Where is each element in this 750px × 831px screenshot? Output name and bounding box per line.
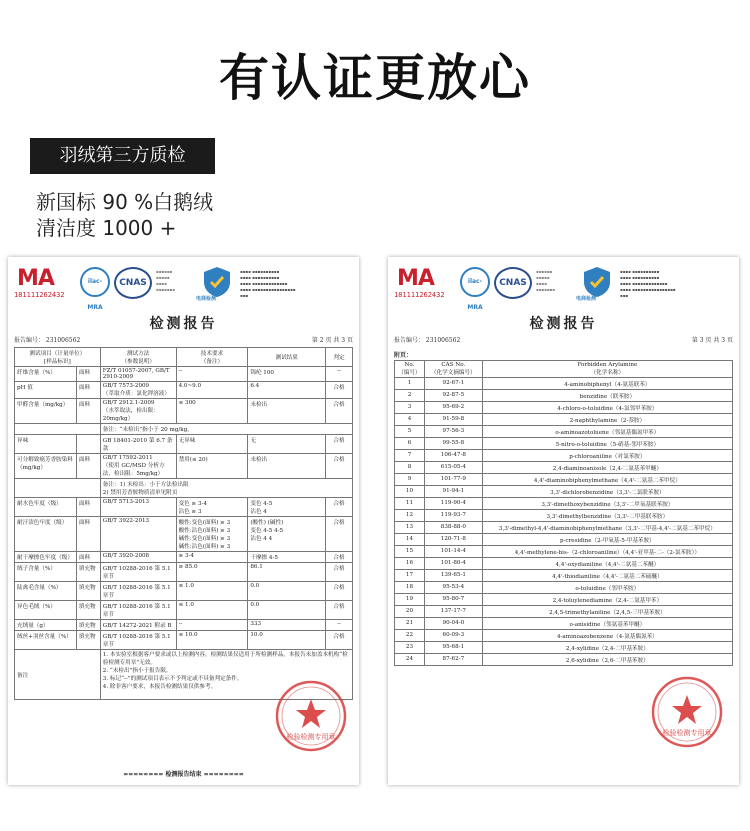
- name-cell: benzidine（联苯胺）: [482, 390, 732, 402]
- name-cell: 4,4'-methylene-bis-（2-chloroaniline）（4,4'-亚甲基-二-（2-氯苯胺））: [482, 546, 732, 558]
- sample-cell: 面料: [76, 367, 100, 382]
- sample-cell: 面料: [76, 382, 100, 399]
- method-cell: GB/T 14272-2021 附录 B: [100, 620, 176, 631]
- table-row: [15, 399, 353, 424]
- name-cell: 4-chloro-o-toluidine（4-氯邻甲苯胺）: [482, 402, 732, 414]
- table-row: [395, 570, 733, 582]
- no-cell: 5: [395, 426, 425, 438]
- item-cell: 绒丝+羽丝含量（%）: [15, 631, 77, 650]
- cas-cell: 95-69-2: [424, 402, 482, 414]
- cma-number: 181111262432: [14, 291, 65, 299]
- item-cell: 甲醛含量（mg/kg）: [15, 399, 77, 424]
- no-cell: 2: [395, 390, 425, 402]
- no-cell: 17: [395, 570, 425, 582]
- remarks-text: 1. 本实验室根据客户要求或以上检测内容，检测结果仅适用于所检测样品，本报告未加盖本机构“检验检测专用章”无效。 2. “未检出”指小于报告限。 3. 标记“--”的测试项目表示不予判定或不具备判定条件。 4. 除非客户要求，本报告检测结果仅供参考。: [100, 650, 352, 700]
- requirement-cell: ≤ 300: [176, 399, 248, 424]
- table-row: [395, 486, 733, 498]
- result-cell: 10.0: [248, 631, 326, 650]
- table-row: [395, 510, 733, 522]
- shield-check-icon: [580, 265, 614, 299]
- verdict-cell: 合格: [326, 435, 353, 454]
- cas-cell: 60-09-3: [424, 630, 482, 642]
- name-cell: 4-aminoazobenzene（4-氨基偶氮苯）: [482, 630, 732, 642]
- no-cell: 19: [395, 594, 425, 606]
- name-cell: 2,4-xylidine（2,4-二甲基苯胺）: [482, 642, 732, 654]
- inspection-seal: [650, 675, 724, 749]
- requirement-cell: --: [176, 367, 248, 382]
- empty-cell: [15, 424, 101, 435]
- method-cell: FZ/T 01057-2007, GB/T 2910-2009: [100, 367, 176, 382]
- name-cell: 4,4'-thiodianiline（4,4'-二氨基二苯硫醚）: [482, 570, 732, 582]
- table-row: [15, 367, 353, 382]
- no-cell: 8: [395, 462, 425, 474]
- name-cell: 2,4,5-trimethylaniline（2,4,5-三甲基苯胺）: [482, 606, 732, 618]
- no-cell: 18: [395, 582, 425, 594]
- shield-check-icon: [200, 265, 234, 299]
- table-row: [15, 498, 353, 517]
- cma-text: MA: [397, 266, 434, 291]
- sample-cell: 面料: [76, 498, 100, 517]
- no-cell: 15: [395, 546, 425, 558]
- name-cell: 4,4'-oxydianiline（4,4'-二氨基二苯醚）: [482, 558, 732, 570]
- name-cell: 4-aminobiphenyl（4-氨基联苯）: [482, 378, 732, 390]
- name-cell: 4,4'-diaminobiphenylmethane（4,4'-二氨基二苯甲烷）: [482, 474, 732, 486]
- remarks-label: 备注: [15, 650, 101, 700]
- shield-label: 电商检测: [196, 296, 217, 302]
- verdict-cell: 合格: [326, 498, 353, 517]
- result-cell: 0.0: [248, 601, 326, 620]
- item-cell: 异味: [15, 435, 77, 454]
- table-row: [395, 642, 733, 654]
- table-row: [395, 654, 733, 666]
- cas-cell: 119-90-4: [424, 498, 482, 510]
- cas-cell: 92-67-1: [424, 378, 482, 390]
- sample-cell: 填充物: [76, 601, 100, 620]
- no-cell: 23: [395, 642, 425, 654]
- no-cell: 21: [395, 618, 425, 630]
- cas-cell: 120-71-8: [424, 534, 482, 546]
- contact-small-print: ▪▪▪▪ ▪▪▪▪▪▪▪▪▪▪ ▪▪▪▪ ▪▪▪▪▪▪▪▪▪▪ ▪▪▪▪ ▪▪▪▪▪▪▪▪▪▪▪▪▪ ▪▪▪▪ ▪▪▪▪▪▪▪▪▪▪▪▪▪▪▪▪ ▪▪▪: [240, 269, 296, 298]
- requirement-cell: 无异味: [176, 435, 248, 454]
- test-results-table: [14, 347, 353, 700]
- report-number: 报告编号： 231006562: [394, 337, 461, 344]
- no-cell: 16: [395, 558, 425, 570]
- method-cell: GB/T 10288-2016 第 5.1 章节: [100, 563, 176, 582]
- method-cell: GB/T 2912.1-2009 （水萃取法，检出限：20mg/kg）: [100, 399, 176, 424]
- verdict-cell: 合格: [326, 601, 353, 620]
- cas-cell: 90-04-0: [424, 618, 482, 630]
- verdict-cell: 合格: [326, 517, 353, 552]
- no-cell: 9: [395, 474, 425, 486]
- result-cell: 6.4: [248, 382, 326, 399]
- shield-label: 电商检测: [576, 296, 597, 302]
- table-row: [395, 474, 733, 486]
- table-row: [395, 450, 733, 462]
- page-number: 第 2 页 共 3 页: [311, 337, 353, 344]
- name-cell: p-chloroaniline（对氯苯胺）: [482, 450, 732, 462]
- item-cell: 充绒量（g）: [15, 620, 77, 631]
- table-row: [395, 558, 733, 570]
- name-cell: 3,3'-dichlorobenzidine（3,3'-二氯联苯胺）: [482, 486, 732, 498]
- cas-cell: 137-17-7: [424, 606, 482, 618]
- result-cell: (酸性) (碱性) 变色 4-5 4-5 沾色 4 4: [248, 517, 326, 552]
- sample-cell: 面料: [76, 517, 100, 552]
- cas-cell: 92-87-5: [424, 390, 482, 402]
- result-cell: 未检出: [248, 399, 326, 424]
- cas-cell: 95-53-4: [424, 582, 482, 594]
- name-cell: 2-naphthylamine（2-萘胺）: [482, 414, 732, 426]
- forbidden-arylamine-table: [394, 360, 733, 666]
- no-cell: 24: [395, 654, 425, 666]
- report-title: 检测报告: [149, 316, 218, 332]
- cas-cell: 101-77-9: [424, 474, 482, 486]
- no-cell: 12: [395, 510, 425, 522]
- sample-cell: 填充物: [76, 631, 100, 650]
- table-row: [395, 594, 733, 606]
- table-row: [395, 414, 733, 426]
- table-row: [15, 582, 353, 601]
- cert-small-print: ▪▪▪▪▪▪ ▪▪▪▪▪ ▪▪▪▪ ▪▪▪▪▪▪▪: [536, 269, 555, 292]
- result-cell: 0.0: [248, 582, 326, 601]
- no-cell: 11: [395, 498, 425, 510]
- no-cell: 3: [395, 402, 425, 414]
- table-row: [15, 601, 353, 620]
- empty-cell: [15, 479, 101, 498]
- result-cell: 无: [248, 435, 326, 454]
- note-cell: 备注：1) 未检出：小于方法检出限 2) 禁用芳香胺物质清单见附页: [100, 479, 352, 498]
- table-row: [395, 618, 733, 630]
- table-row: [395, 522, 733, 534]
- report-end-line: ======== 检测报告结束 ========: [123, 771, 244, 778]
- sample-cell: [76, 435, 100, 454]
- table-row: [395, 378, 733, 390]
- requirement-cell: 4.0~9.0: [176, 382, 248, 399]
- cas-cell: 95-68-1: [424, 642, 482, 654]
- item-cell: 绒子含量（%）: [15, 563, 77, 582]
- table-row: [395, 402, 733, 414]
- no-cell: 14: [395, 534, 425, 546]
- result-cell: 未检出: [248, 454, 326, 479]
- cma-number: 181111262432: [394, 291, 445, 299]
- verdict-cell: 合格: [326, 582, 353, 601]
- result-cell: 86.1: [248, 563, 326, 582]
- cas-cell: 615-05-4: [424, 462, 482, 474]
- method-cell: GB/T 3920-2008: [100, 552, 176, 563]
- cas-cell: 99-55-8: [424, 438, 482, 450]
- cas-cell: 97-56-3: [424, 426, 482, 438]
- sample-cell: 填充物: [76, 582, 100, 601]
- page-number: 第 3 页 共 3 页: [691, 337, 733, 344]
- name-cell: 2,6-xylidine（2,6-二甲基苯胺）: [482, 654, 732, 666]
- requirement-cell: ≤ 1.0: [176, 582, 248, 601]
- header-cas: CAS No. （化学文摘编号）: [424, 361, 482, 378]
- standard-line: 新国标 90 %白鹅绒: [36, 190, 214, 214]
- note-cell: 备注：“未检出”指小于 20 mg/kg。: [100, 424, 352, 435]
- cma-logo: [394, 267, 454, 301]
- cas-cell: 106-47-8: [424, 450, 482, 462]
- result-cell: 变色 4-5 沾色 4: [248, 498, 326, 517]
- name-cell: o-toluidine（邻甲苯胺）: [482, 582, 732, 594]
- table-row: [395, 498, 733, 510]
- seal-text: 检验检测专用章: [662, 729, 712, 737]
- no-cell: 7: [395, 450, 425, 462]
- requirement-cell: 变色 ≥ 3-4 沾色 ≥ 3: [176, 498, 248, 517]
- cma-text: MA: [17, 266, 54, 291]
- no-cell: 4: [395, 414, 425, 426]
- seal-text: 检验检测专用章: [286, 733, 336, 741]
- verdict-cell: 合格: [326, 399, 353, 424]
- cas-cell: 119-93-7: [424, 510, 482, 522]
- no-cell: 1: [395, 378, 425, 390]
- cert-small-print: ▪▪▪▪▪▪ ▪▪▪▪▪ ▪▪▪▪ ▪▪▪▪▪▪▪: [156, 269, 175, 292]
- method-cell: GB/T 10288-2016 第 5.1 章节: [100, 601, 176, 620]
- report-number: 报告编号： 231006562: [14, 337, 81, 344]
- requirement-cell: ≤ 10.0: [176, 631, 248, 650]
- table-row: [395, 390, 733, 402]
- cas-cell: 91-94-1: [424, 486, 482, 498]
- table-row: [15, 631, 353, 650]
- sample-cell: 填充物: [76, 620, 100, 631]
- cas-cell: 101-14-4: [424, 546, 482, 558]
- verdict-cell: --: [326, 367, 353, 382]
- result-cell: 333: [248, 620, 326, 631]
- header-verdict: 判定: [326, 348, 353, 367]
- verdict-cell: 合格: [326, 454, 353, 479]
- no-cell: 22: [395, 630, 425, 642]
- method-cell: GB/T 17592-2011 （使用 GC/MSD 分析方法，检出限：5mg/kg）: [100, 454, 176, 479]
- no-cell: 20: [395, 606, 425, 618]
- method-cell: GB/T 10288-2016 第 5.1 章节: [100, 631, 176, 650]
- verdict-cell: 合格: [326, 563, 353, 582]
- no-cell: 10: [395, 486, 425, 498]
- sample-cell: 面料: [76, 454, 100, 479]
- table-row: [15, 424, 353, 435]
- header-requirement: 技术要求 （备注）: [176, 348, 248, 367]
- table-row: [395, 630, 733, 642]
- name-cell: 2,4-diaminoanisole（2,4-二氨基苯甲醚）: [482, 462, 732, 474]
- verdict-cell: 合格: [326, 552, 353, 563]
- no-cell: 6: [395, 438, 425, 450]
- table-row: [395, 438, 733, 450]
- sample-cell: 填充物: [76, 563, 100, 582]
- item-cell: 耐水色牢度（级）: [15, 498, 77, 517]
- table-row: [395, 546, 733, 558]
- item-cell: pH 值: [15, 382, 77, 399]
- table-row: [15, 479, 353, 498]
- sample-cell: 面料: [76, 399, 100, 424]
- table-row: [395, 426, 733, 438]
- name-cell: 2,4-toluylenediamine（2,4-二氨基甲苯）: [482, 594, 732, 606]
- header-result: 测试结果: [248, 348, 326, 367]
- cas-cell: 139-65-1: [424, 570, 482, 582]
- report-title: 检测报告: [529, 316, 598, 332]
- item-cell: 陆禽毛含量（%）: [15, 582, 77, 601]
- table-row: [15, 563, 353, 582]
- requirement-cell: ≥ 3-4: [176, 552, 248, 563]
- cas-cell: 91-59-8: [424, 414, 482, 426]
- name-cell: 3,3'-dimethoxybenzidine（3,3'-二甲氧基联苯胺）: [482, 498, 732, 510]
- result-cell: 锦纶 100: [248, 367, 326, 382]
- requirement-cell: ≥ 85.0: [176, 563, 248, 582]
- method-cell: GB/T 3922-2013: [100, 517, 176, 552]
- requirement-cell: 酸性:变色(面料) ≥ 3 酸性:沾色(面料) ≥ 3 碱性:变色(面料) ≥ 3 碱性:沾色(面料) ≥ 3: [176, 517, 248, 552]
- item-cell: 可分解致癌芳香胺染料（mg/kg）: [15, 454, 77, 479]
- table-row: [15, 517, 353, 552]
- certification-logos: [394, 265, 734, 311]
- table-header-row: [15, 348, 353, 367]
- cas-cell: 95-80-7: [424, 594, 482, 606]
- cas-cell: 101-80-4: [424, 558, 482, 570]
- inspection-seal: [274, 679, 348, 753]
- verdict-cell: 合格: [326, 382, 353, 399]
- requirement-cell: ≤ 1.0: [176, 601, 248, 620]
- name-cell: o-anisidine（邻氨基苯甲醚）: [482, 618, 732, 630]
- ilac-mra-logo: ilac-MRA: [460, 267, 490, 297]
- requirement-cell: 禁用(≤ 20): [176, 454, 248, 479]
- name-cell: 3,3'-dimethylbenzidine（3,3'-二甲基联苯胺）: [482, 510, 732, 522]
- item-cell: 纤维含量（%）: [15, 367, 77, 382]
- name-cell: p-cresidine（2-甲氧基-5-甲基苯胺）: [482, 534, 732, 546]
- table-row: [395, 462, 733, 474]
- method-cell: GB/T 10288-2016 第 5.1 章节: [100, 582, 176, 601]
- header-item: 测试项目（计量单位） [样品标识]: [15, 348, 101, 367]
- certification-logos: [14, 265, 354, 311]
- cleanliness-line: 清洁度 1000 +: [36, 216, 177, 240]
- test-report-page-3: [388, 257, 739, 785]
- header-method: 测试方法 （参数说明）: [100, 348, 176, 367]
- item-cell: 耐干摩擦色牢度（级）: [15, 552, 77, 563]
- result-cell: 干摩擦 4-5: [248, 552, 326, 563]
- header-name: Forbidden Arylamine （化学名称）: [482, 361, 732, 378]
- ilac-mra-logo: ilac-MRA: [80, 267, 110, 297]
- test-report-page-2: [8, 257, 359, 785]
- table-row: [15, 435, 353, 454]
- method-cell: GB/T 5713-2013: [100, 498, 176, 517]
- method-cell: GB/T 7573-2009 （萃取介质：氯化钾溶液）: [100, 382, 176, 399]
- cas-cell: 838-88-0: [424, 522, 482, 534]
- name-cell: o-aminoazotoluene（邻氨基偶氮甲苯）: [482, 426, 732, 438]
- table-row: [15, 454, 353, 479]
- no-cell: 13: [395, 522, 425, 534]
- name-cell: 3,3'-dimethyl-4,4'-diaminobiphenylmethane（3,3'-二甲基-4,4'-二氨基二苯甲烷）: [482, 522, 732, 534]
- verdict-cell: --: [326, 620, 353, 631]
- table-row: [15, 552, 353, 563]
- item-cell: 耐汗渍色牢度（级）: [15, 517, 77, 552]
- contact-small-print: ▪▪▪▪ ▪▪▪▪▪▪▪▪▪▪ ▪▪▪▪ ▪▪▪▪▪▪▪▪▪▪ ▪▪▪▪ ▪▪▪▪▪▪▪▪▪▪▪▪▪ ▪▪▪▪ ▪▪▪▪▪▪▪▪▪▪▪▪▪▪▪▪ ▪▪▪: [620, 269, 676, 298]
- item-cell: 异色毛绒（%）: [15, 601, 77, 620]
- name-cell: 5-nitro-o-toluidine（5-硝基-邻甲苯胺）: [482, 438, 732, 450]
- table-row: [395, 582, 733, 594]
- verdict-cell: 合格: [326, 631, 353, 650]
- table-row: [395, 534, 733, 546]
- page-headline: 有认证更放心: [219, 49, 531, 107]
- appendix-label: 附页：: [394, 352, 413, 359]
- cnas-logo: CNAS: [114, 267, 152, 299]
- table-row: [395, 606, 733, 618]
- method-cell: GB 18401-2010 第 6.7 条款: [100, 435, 176, 454]
- cas-cell: 87-62-7: [424, 654, 482, 666]
- table-header-row: [395, 361, 733, 378]
- header-no: No. （编号）: [395, 361, 425, 378]
- table-row: [15, 620, 353, 631]
- cnas-logo: CNAS: [494, 267, 532, 299]
- sample-cell: 面料: [76, 552, 100, 563]
- section-tag: 羽绒第三方质检: [30, 138, 215, 174]
- cma-logo: [14, 267, 74, 301]
- requirement-cell: --: [176, 620, 248, 631]
- table-row: [15, 382, 353, 399]
